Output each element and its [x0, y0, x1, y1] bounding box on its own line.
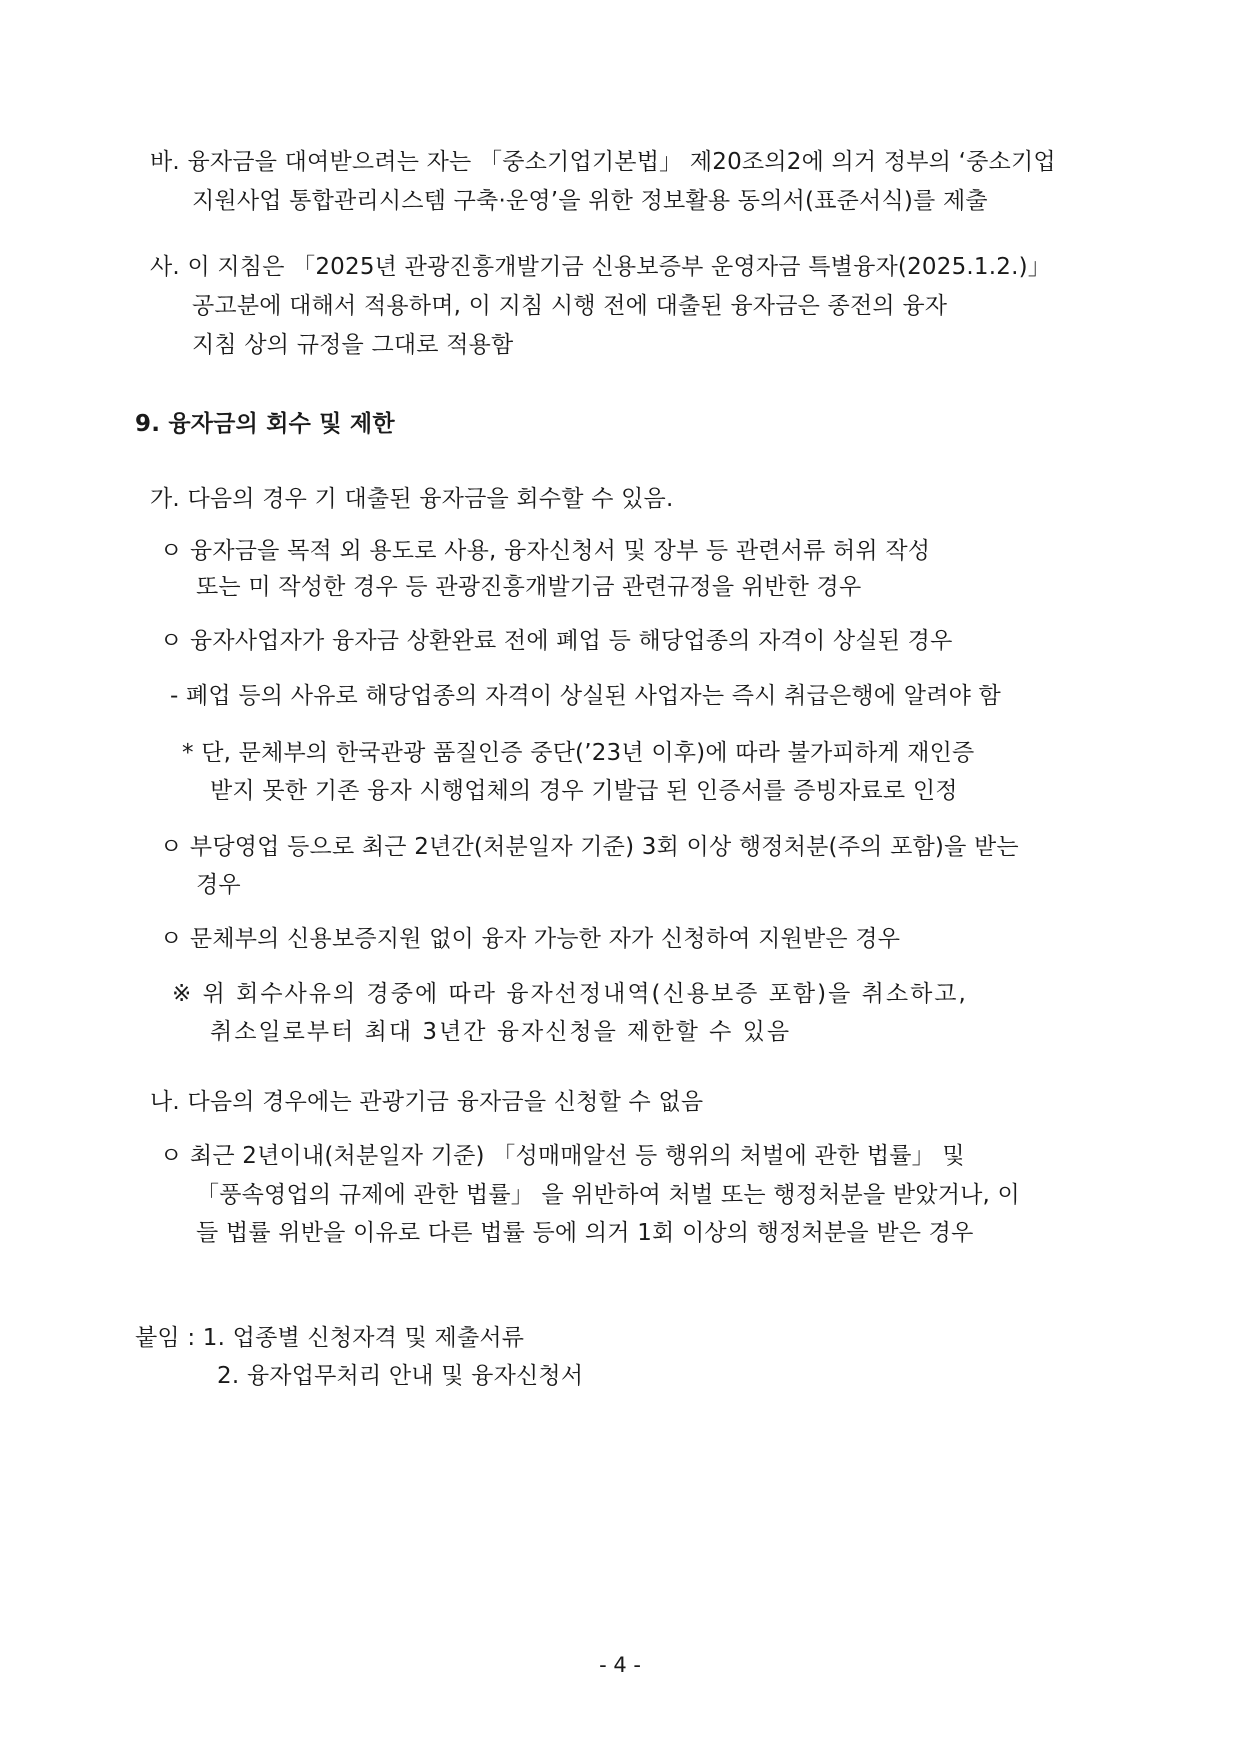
attachments-line2: 2. 융자업무처리 안내 및 융자신청서: [217, 1363, 584, 1389]
para-sa-line1: 사. 이 지침은 「2025년 관광진흥개발기금 신용보증부 운영자금 특별융자(2025.1.2.)」: [150, 254, 1051, 280]
para-sa-line2: 공고분에 대해서 적용하며, 이 지침 시행 전에 대출된 융자금은 종전의 융자: [192, 293, 948, 319]
ga-bullet-2-note-line2: 받지 못한 기존 융자 시행업체의 경우 기발급 된 인증서를 증빙자료로 인정: [210, 778, 958, 804]
ga-bullet-2-note-line1: * 단, 문체부의 한국관광 품질인증 중단(’23년 이후)에 따라 불가피하게 재인증: [182, 740, 975, 766]
na-bullet-1-line2: 「풍속영업의 규제에 관한 법률」 을 위반하여 처벌 또는 행정처분을 받았거나, 이: [196, 1182, 1020, 1208]
ga-bullet-3-line2: 경우: [196, 872, 241, 898]
ga-bullet-1-line1: ㅇ 융자금을 목적 외 용도로 사용, 융자신청서 및 장부 등 관련서류 허위 작성: [160, 538, 931, 564]
ga-bullet-2-sub: - 폐업 등의 사유로 해당업종의 자격이 상실된 사업자는 즉시 취급은행에 알려야 함: [170, 683, 1001, 709]
item-na-intro: 나. 다음의 경우에는 관광기금 융자금을 신청할 수 없음: [150, 1089, 704, 1115]
para-sa-line3: 지침 상의 규정을 그대로 적용함: [192, 332, 514, 358]
para-ba-line2: 지원사업 통합관리시스템 구축·운영’을 위한 정보활용 동의서(표준서식)를 제출: [192, 188, 988, 214]
ga-reference-note-line2: 취소일로부터 최대 3년간 융자신청을 제한할 수 있음: [210, 1019, 792, 1045]
page-number: - 4 -: [599, 1653, 641, 1677]
section-9-heading: 9. 융자금의 회수 및 제한: [135, 411, 395, 437]
attachments-line1: 붙임 : 1. 업종별 신청자격 및 제출서류: [135, 1325, 525, 1351]
ga-bullet-3-line1: ㅇ 부당영업 등으로 최근 2년간(처분일자 기준) 3회 이상 행정처분(주의 포함)을 받는: [160, 834, 1019, 860]
na-bullet-1-line3: 들 법률 위반을 이유로 다른 법률 등에 의거 1회 이상의 행정처분을 받은 경우: [196, 1220, 974, 1246]
item-ga-intro: 가. 다음의 경우 기 대출된 융자금을 회수할 수 있음.: [150, 486, 674, 512]
para-ba-line1: [150, 147, 1098, 177]
na-bullet-1-line1: ㅇ 최근 2년이내(처분일자 기준) 「성매매알선 등 행위의 처벌에 관한 법률」 및: [160, 1143, 965, 1169]
ga-bullet-2: ㅇ 융자사업자가 융자금 상환완료 전에 폐업 등 해당업종의 자격이 상실된 경우: [160, 628, 953, 654]
ga-bullet-4: ㅇ 문체부의 신용보증지원 없이 융자 가능한 자가 신청하여 지원받은 경우: [160, 926, 901, 952]
ga-bullet-1-line2: 또는 미 작성한 경우 등 관광진흥개발기금 관련규정을 위반한 경우: [196, 574, 862, 600]
ga-reference-note-line1: ※ 위 회수사유의 경중에 따라 융자선정내역(신용보증 포함)을 취소하고,: [172, 981, 968, 1007]
para-ba-line1-text: 바. 융자금을 대여받으려는 자는 「중소기업기본법」 제20조의2에 의거 정부의 ‘중소기업: [150, 149, 1056, 175]
